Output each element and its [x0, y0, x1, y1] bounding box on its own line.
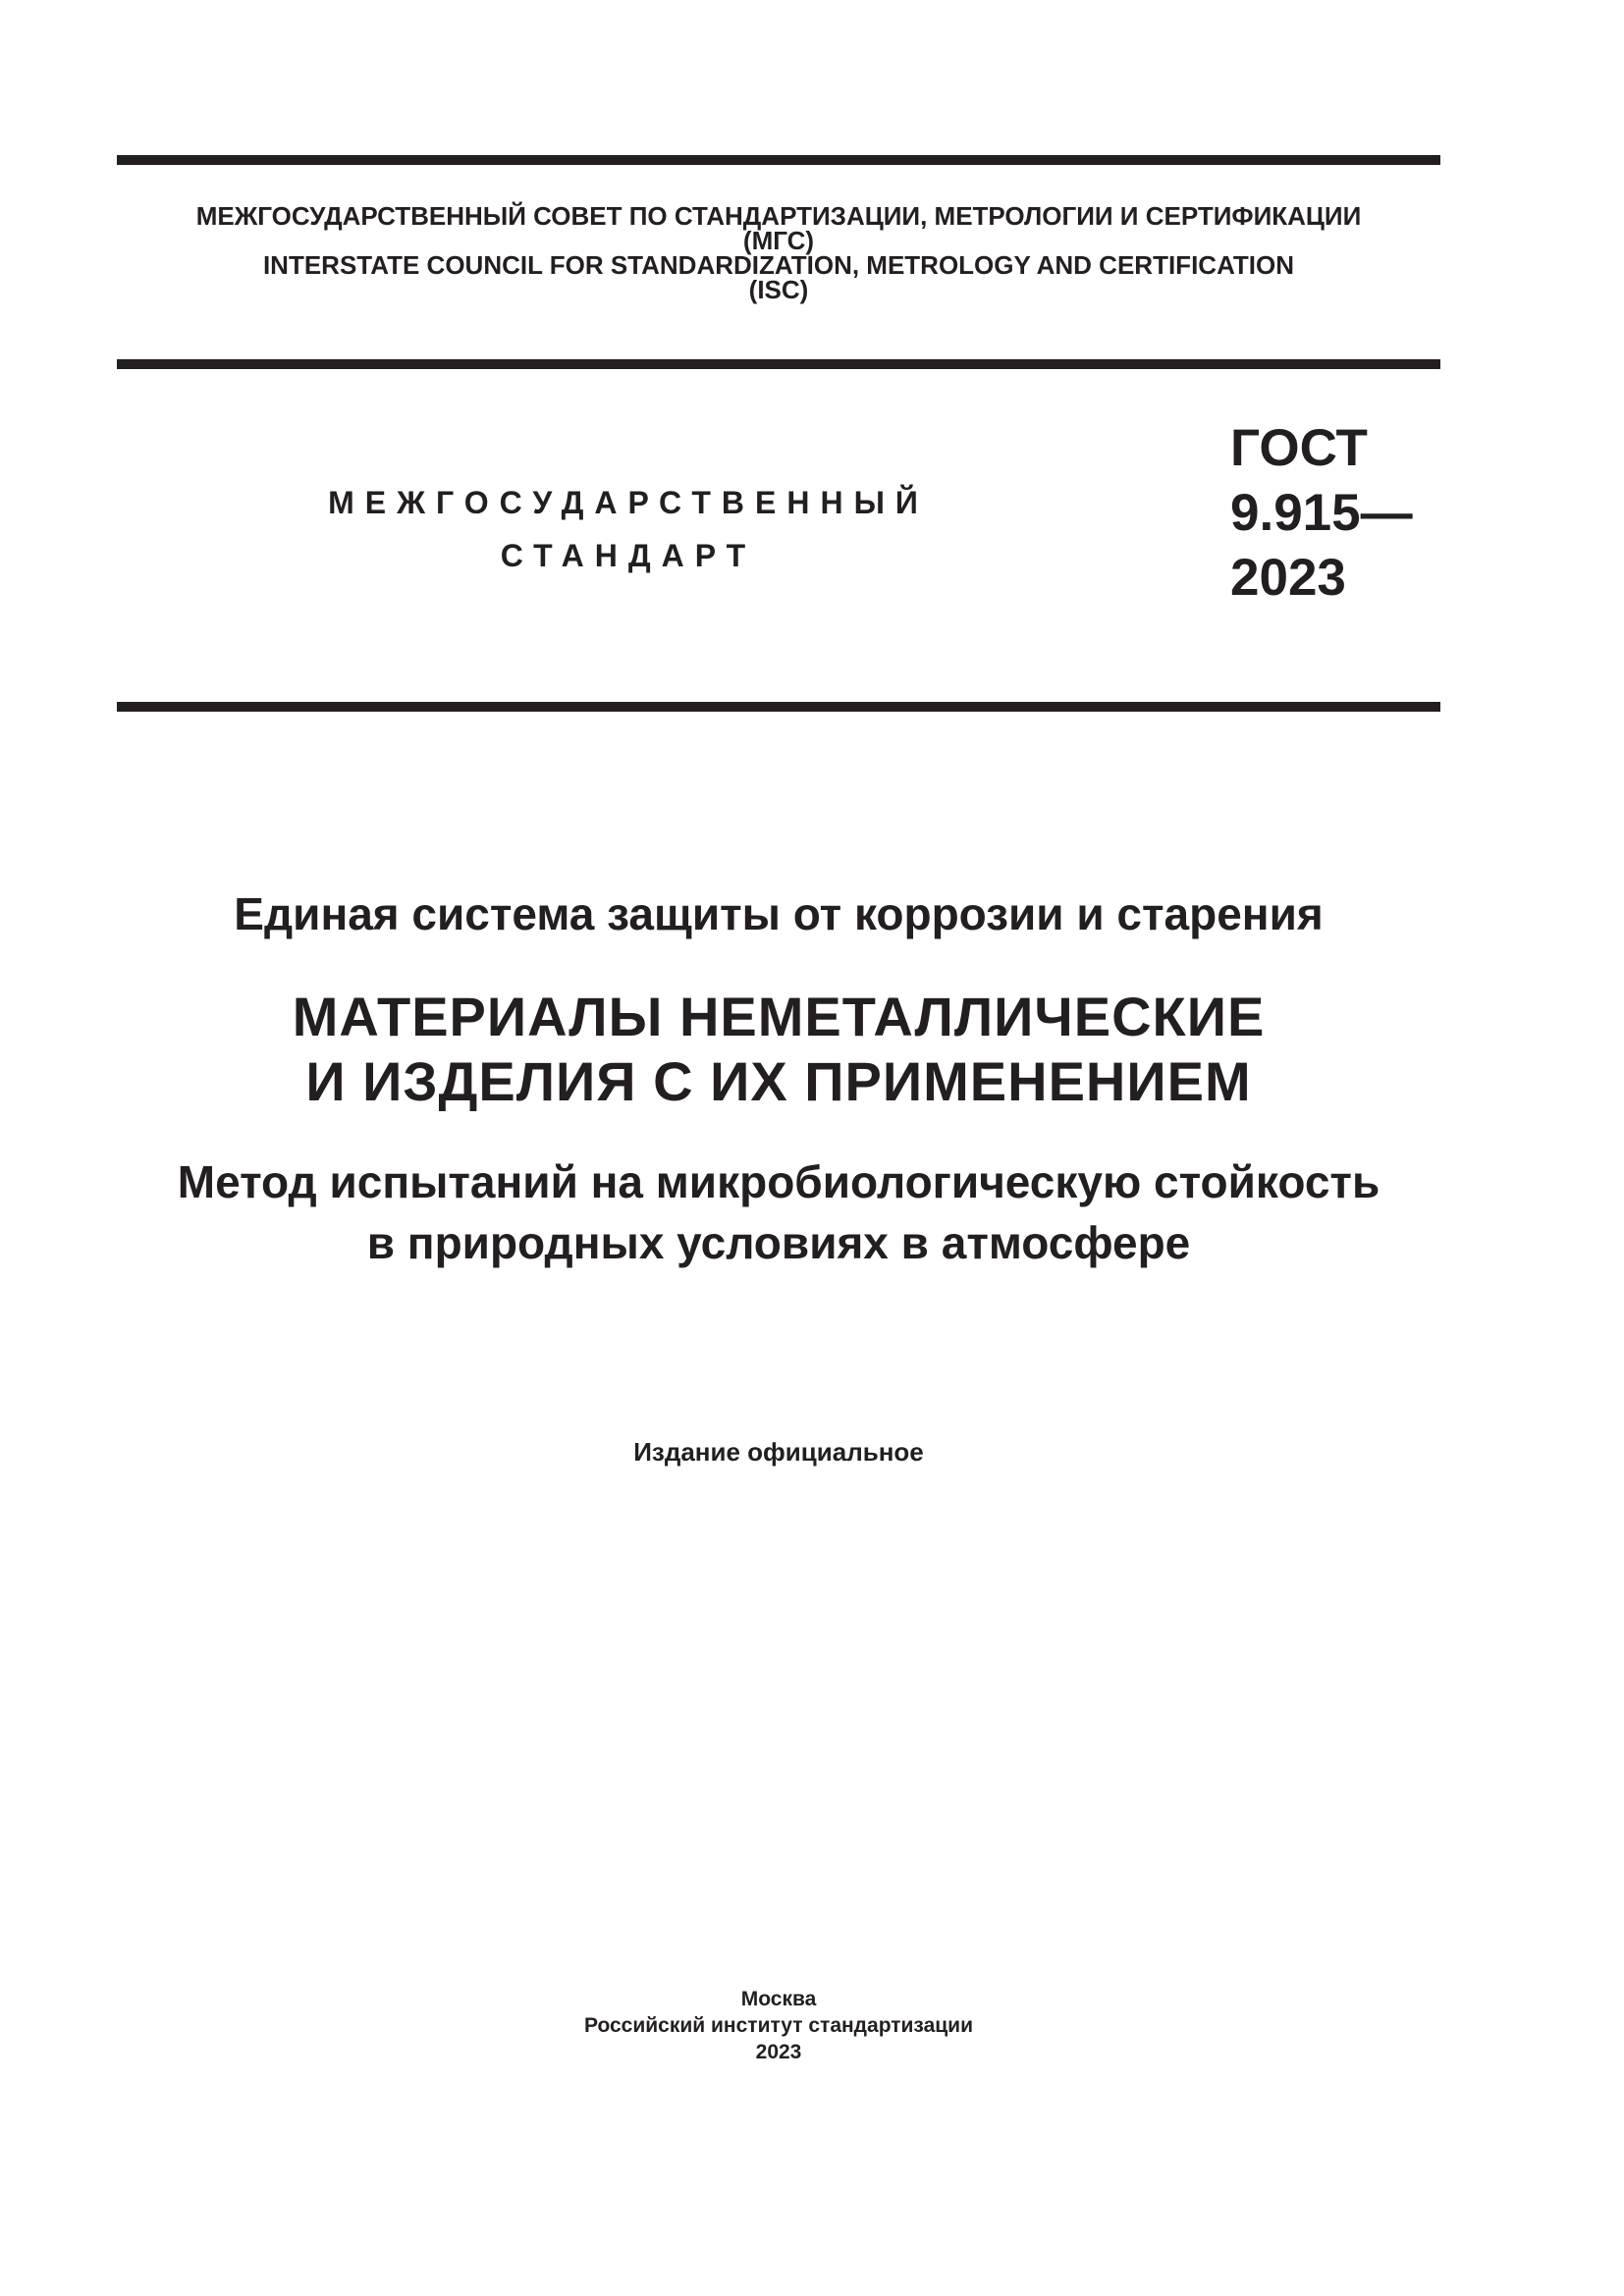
imprint-publisher: Российский институт стандартизации	[583, 2014, 974, 2037]
bottom-rule	[117, 702, 1440, 712]
series-title: Единая система защиты от коррозии и старения	[234, 888, 1324, 939]
imprint-city: Москва	[740, 1988, 817, 2010]
top-rule	[117, 155, 1440, 165]
standard-type	[265, 476, 992, 582]
council-header	[117, 201, 1440, 304]
standard-number	[1230, 416, 1413, 611]
main-title	[117, 985, 1440, 1114]
standard-type-line2: СТАНДАРТ	[500, 538, 757, 573]
main-title-line1: МАТЕРИАЛЫ НЕМЕТАЛЛИЧЕСКИЕ	[292, 986, 1266, 1047]
main-title-line2: И ИЗДЕЛИЯ С ИХ ПРИМЕНЕНИЕМ	[305, 1050, 1252, 1112]
middle-rule	[117, 359, 1440, 369]
sub-title-line1: Метод испытаний на микробиологическую стойкость	[177, 1156, 1380, 1207]
standard-number-line1: ГОСТ	[1230, 419, 1368, 477]
imprint	[117, 1986, 1440, 2065]
standard-type-line1: МЕЖГОСУДАРСТВЕННЫЙ	[328, 485, 929, 520]
council-name-ru: МЕЖГОСУДАРСТВЕННЫЙ СОВЕТ ПО СТАНДАРТИЗАЦИИ, МЕТРОЛОГИИ И СЕРТИФИКАЦИИ	[195, 201, 1362, 231]
imprint-year: 2023	[755, 2041, 802, 2063]
standard-number-line3: 2023	[1230, 549, 1346, 607]
council-abbr-ru: (МГС)	[742, 226, 815, 255]
council-name-en: INTERSTATE COUNCIL FOR STANDARDIZATION, METROLOGY AND CERTIFICATION	[262, 250, 1295, 280]
sub-title	[117, 1151, 1440, 1273]
sub-title-line2: в природных условиях в атмосфере	[366, 1217, 1191, 1268]
standard-number-line2: 9.915—	[1230, 484, 1413, 542]
council-abbr-en: (ISC)	[748, 275, 809, 304]
edition-label: Издание официальное	[633, 1437, 924, 1467]
